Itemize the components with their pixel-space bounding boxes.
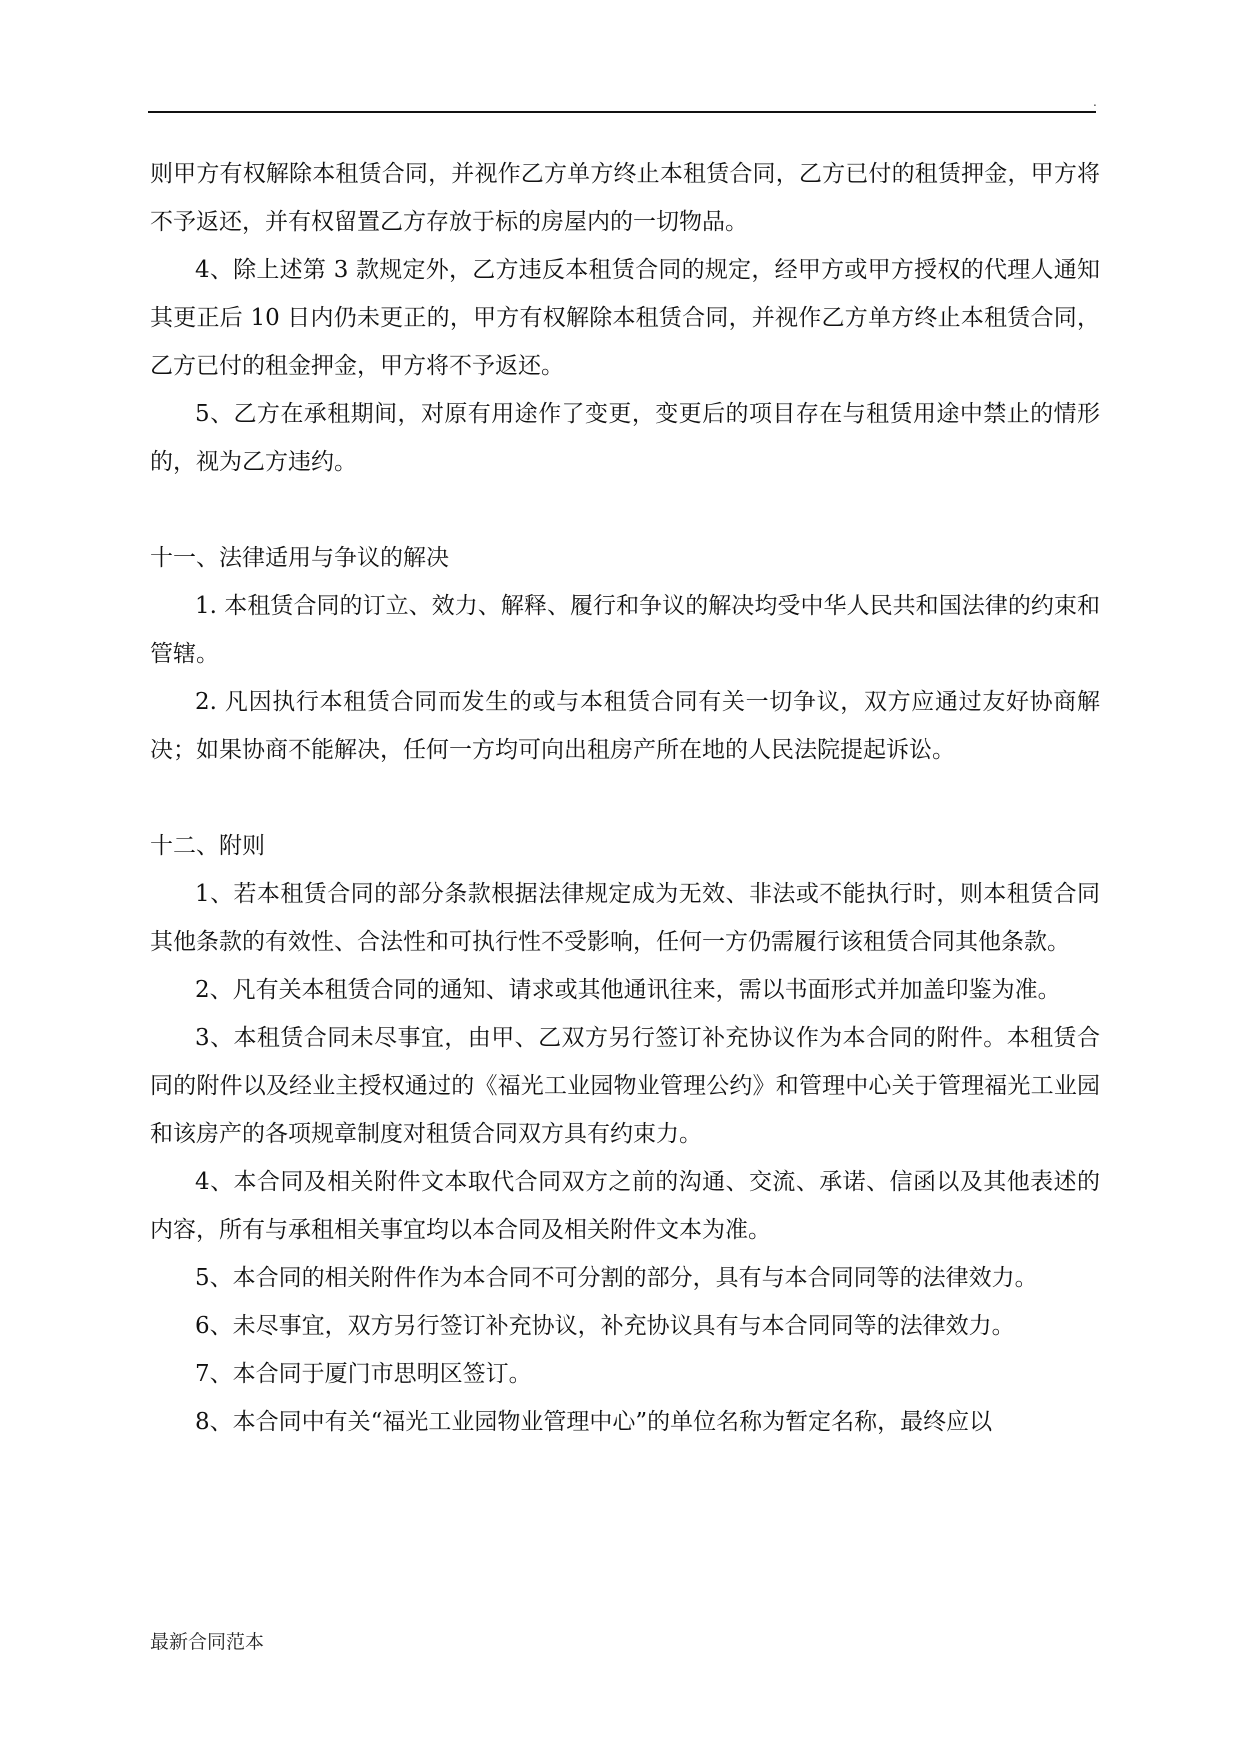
section-12-clause-5: 5、本合同的相关附件作为本合同不可分割的部分，具有与本合同同等的法律效力。: [195, 1265, 1038, 1291]
section-12-clause-1: 1、若本租赁合同的部分条款根据法律规定成为无效、非法或不能执行时，则本租赁合同其他条款的有效性、合法性和可执行性不受影响，任何一方仍需履行该租赁合同其他条款。: [150, 881, 1100, 955]
section-gap: [150, 486, 1100, 534]
header-dot: .: [1093, 95, 1097, 109]
paragraph-continuation: 则甲方有权解除本租赁合同，并视作乙方单方终止本租赁合同，乙方已付的租赁押金，甲方将不予返还，并有权留置乙方存放于标的房屋内的一切物品。: [150, 161, 1100, 235]
section-12-clause-7: 7、本合同于厦门市思明区签订。: [195, 1361, 532, 1387]
footer-label: 最新合同范本: [150, 1631, 265, 1653]
document-body: [150, 150, 1100, 1446]
section-gap: [150, 774, 1100, 822]
section-12-clause-3: 3、本租赁合同未尽事宜，由甲、乙双方另行签订补充协议作为本合同的附件。本租赁合同的附件以及经业主授权通过的《福光工业园物业管理公约》和管理中心关于管理福光工业园和该房产的各项规章制度对租赁合同双方具有约束力。: [150, 1025, 1100, 1147]
section-11-title: 十一、法律适用与争议的解决: [150, 545, 449, 571]
clause-5: 5、乙方在承租期间，对原有用途作了变更，变更后的项目存在与租赁用途中禁止的情形的，视为乙方违约。: [150, 401, 1100, 475]
section-12-clause-8: 8、本合同中有关“福光工业园物业管理中心”的单位名称为暂定名称，最终应以: [195, 1409, 993, 1435]
header-rule: [148, 111, 1096, 113]
section-12-clause-2: 2、凡有关本租赁合同的通知、请求或其他通讯往来，需以书面形式并加盖印鉴为准。: [195, 977, 1061, 1003]
section-12-clause-6: 6、未尽事宜，双方另行签订补充协议，补充协议具有与本合同同等的法律效力。: [195, 1313, 1015, 1339]
section-11-clause-2: 2. 凡因执行本租赁合同而发生的或与本租赁合同有关一切争议，双方应通过友好协商解决；如果协商不能解决，任何一方均可向出租房产所在地的人民法院提起诉讼。: [150, 689, 1100, 763]
clause-4: 4、除上述第 3 款规定外，乙方违反本租赁合同的规定，经甲方或甲方授权的代理人通知其更正后 10 日内仍未更正的，甲方有权解除本租赁合同，并视作乙方单方终止本租赁合同，乙方已付的租金押金，甲方将不予返还。: [150, 257, 1100, 379]
section-12-clause-4: 4、本合同及相关附件文本取代合同双方之前的沟通、交流、承诺、信函以及其他表述的内容，所有与承租相关事宜均以本合同及相关附件文本为准。: [150, 1169, 1100, 1243]
section-11-clause-1: 1. 本租赁合同的订立、效力、解释、履行和争议的解决均受中华人民共和国法律的约束和管辖。: [150, 593, 1100, 667]
section-12-title: 十二、附则: [150, 833, 265, 859]
